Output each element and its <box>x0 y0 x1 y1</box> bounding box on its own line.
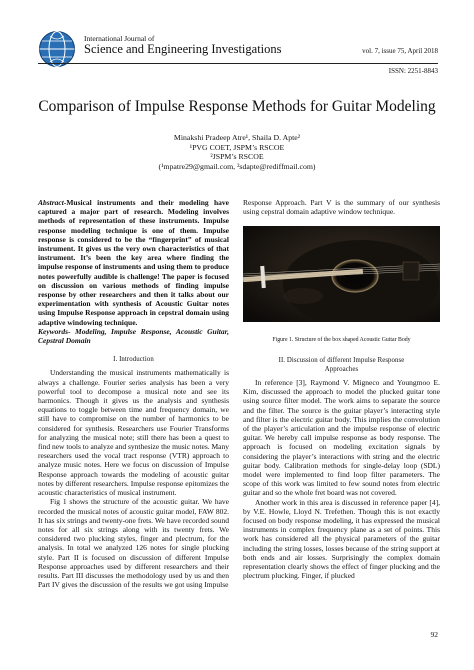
journal-name-line1: International Journal of <box>84 34 155 43</box>
author-block <box>0 133 474 171</box>
guitar-photo-image <box>243 226 440 322</box>
abstract-label: Abstract- <box>38 198 67 207</box>
issn: ISSN: 2251-8843 <box>388 67 438 75</box>
keywords-text: Modeling, Impulse Response, Acoustic Guitar, Cepstral Domain <box>38 326 229 346</box>
section-heading-introduction: I. Introduction <box>113 356 154 364</box>
header-rule <box>38 63 438 64</box>
abstract <box>38 198 229 327</box>
section-heading-discussion-line1: II. Discussion of different Impulse Response <box>278 356 405 364</box>
intro-paragraph-2: Fig 1 shows the structure of the acoustic guitar. We have recorded the musical notes of acoustic guitar model, FAW 802. It has six strings and twenty-one frets. We have recorded sound notes for all six strings along with its twenty frets. We considered two plucking styles, finger and plectrum, for the analysis. In total we analyzed 126 notes for single plucking style. Part II is focused on discussion of different Impulse Response approaches used by different researchers and their results. Part III discusses the methodology used by us and then Part IV gives the discussion of the results we got using Impulse <box>38 497 229 590</box>
volume-info: vol. 7, issue 75, April 2018 <box>362 47 438 55</box>
keywords-label: Keywords- <box>38 326 71 336</box>
authors-line: Minakshi Pradeep Atre¹, Shaila D. Apte² <box>173 133 301 142</box>
figure-caption: Figure 1. Structure of the box shaped Acoustic Guitar Body <box>272 337 411 344</box>
abstract-text: Musical instruments and their modeling have captured a major part of research. Modeling involves methods of representation of these instruments. Impulse response modeling technique is one of them. Impulse response is considered to be the “fingerprint” of musical instrument. It gives us the very own characteristics of that instrument. It’s been the key area where finding the impulse response of instruments and using them to produce notes powerfully audible is challenge! The paper is focused on discussion on various methods of finding impulse response by other researchers and then it talks about our experimentation with synthesis of Acoustic Guitar notes using Impulse Response approach in cepstral domain using adaptive windowing technique. <box>38 198 229 327</box>
affiliation-1: ¹PVG COET, JSPM’s RSCOE <box>189 142 285 152</box>
guitar-body-figure <box>243 226 440 322</box>
keywords <box>38 327 229 345</box>
continuation-paragraph: Response Approach. Part V is the summary of our synthesis using cepstral domain adaptive window technique. <box>243 198 440 217</box>
affiliation-2: ²JSPM’s RSCOE <box>210 152 264 162</box>
intro-paragraph-1: Understanding the musical instruments mathematically is always a challenge. Fourier series analysis has been a very powerful tool to decompose a musical note and see its harmonics. Though it gives us the analysis and synthesis equations to toggle between time and frequency domain, we still have to compromise on the number of harmonics to be considered for synthesis. Researchers use Fourier Transforms for analyzing the musical note; still there has been a quest to find new tools to analyze and synthesize the music notes. Many researchers used the vocal tract response (VTR) approach to analyze music notes. Here we focus on discussion of Impulse Response approach towards the modeling of acoustic guitar notes by different researchers. Impulse response epitomizes the acoustic characteristics of musical instrument. <box>38 368 229 498</box>
page-number: 92 <box>430 630 438 639</box>
author-emails: (¹mpatre29@gmail.com, ²sdapte@rediffmail.com) <box>158 161 316 171</box>
discussion-paragraph-1: In reference [3], Raymond V. Migneco and Youngmoo E. Kim, discussed the approach to model the plucked guitar tone using source filter model. The work aims to separate the source and the filter. The source is the guitar player’s interacting style and filter is the electric guitar body. This implies the convolution of the player’s articulation and the impulse response of electric guitar. We hereby call impulse response as body response. The approach is focused on modeling excitation signals by considering the player’s interactions with string and the electric guitar body. Calibration methods for single-delay loop (SDL) model were implemented to find loop filter parameters. The scope of this work was limited to few sound notes from electric guitar and so the whole fret board was not covered. <box>243 378 440 498</box>
journal-name-line2: Science and Engineering Investigations <box>84 42 282 56</box>
discussion-paragraph-2: Another work in this area is discussed in reference paper [4], by V.E. Howle, Lloyd N. Trefethen. Though this is not exactly focused on body response modeling, it has expressed the musical instruments in complex frequency plane as a set of points. This work has considered all the physical parameters of the guitar including the string losses, losses because of the string support at both ends and air losses. Surprisingly the complex domain representation clearly shows the effect of finger plucking and the plectrum plucking. Finger, if plucked <box>243 497 440 581</box>
journal-header <box>38 30 438 76</box>
paper-title: Comparison of Impulse Response Methods for Guitar Modeling <box>38 98 436 115</box>
left-column <box>38 198 229 589</box>
right-column <box>243 198 440 580</box>
section-heading-discussion-line2: Approaches <box>324 365 359 373</box>
